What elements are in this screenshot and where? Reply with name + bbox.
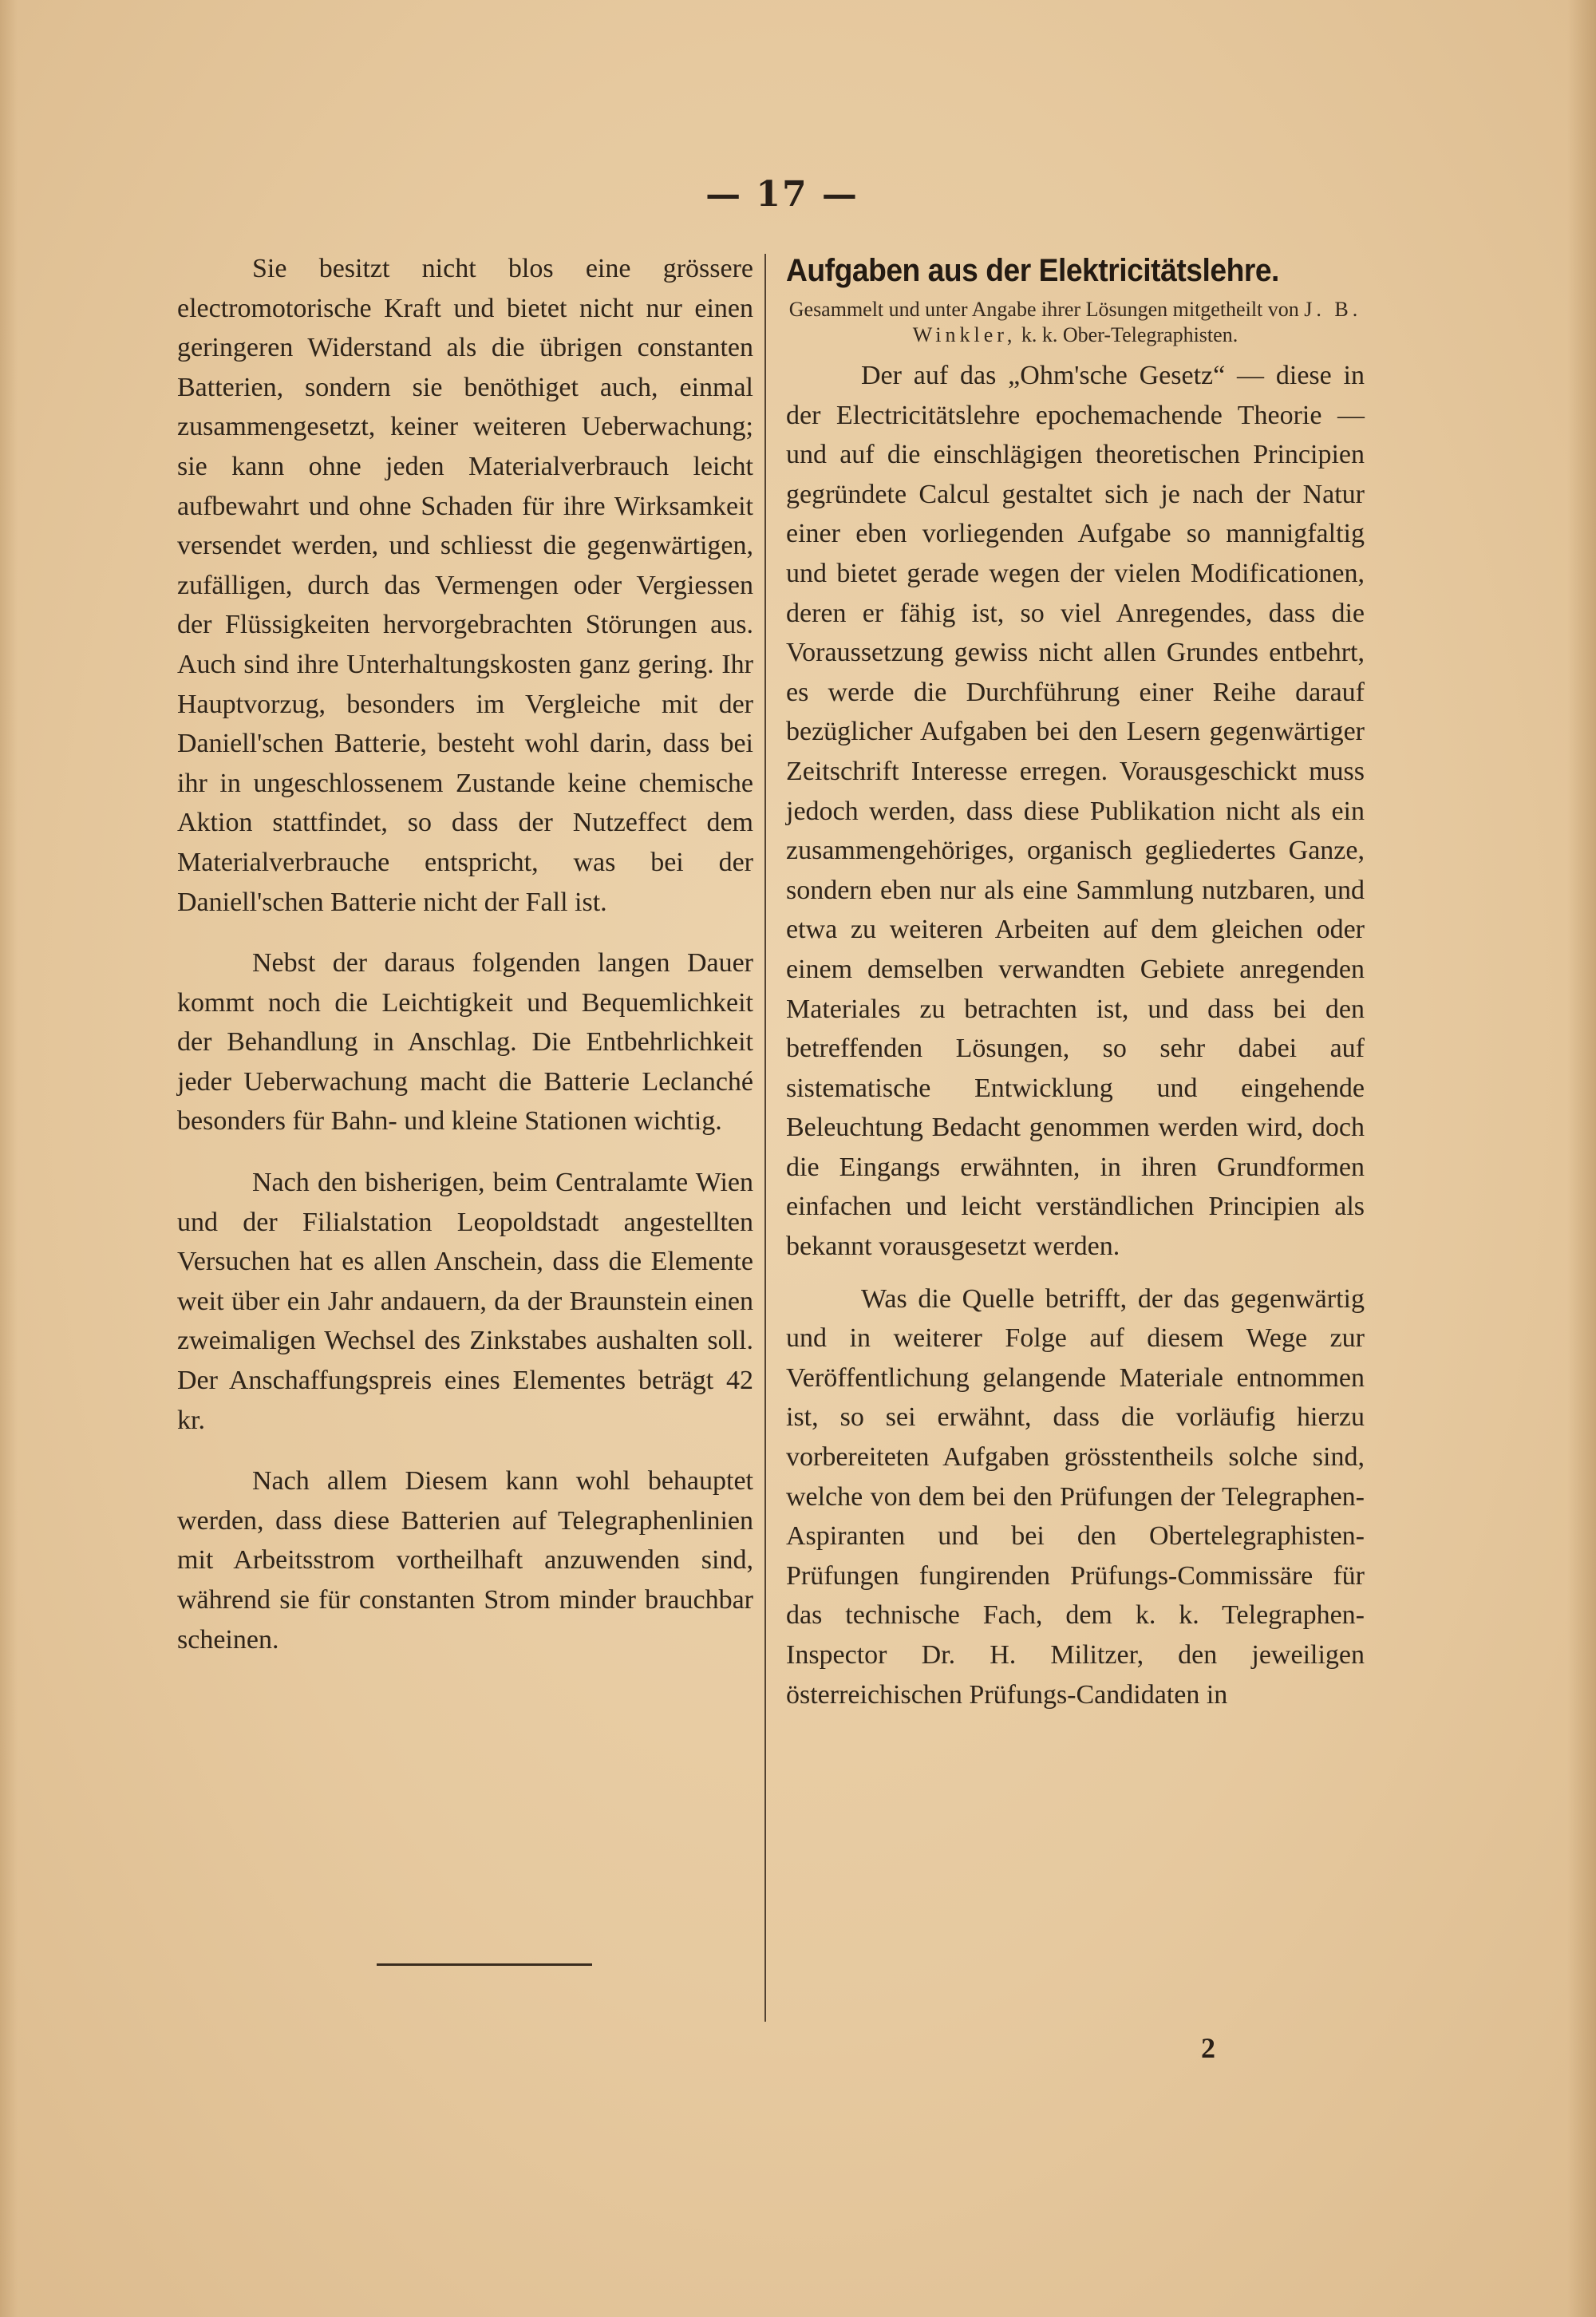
left-paragraph-4: Nach allem Diesem kann wohl behauptet werden, dass diese Batterien auf Telegraphenlinien mit Arbeitsstrom vortheilhaft anzuwenden sind, während sie für constanten Strom minder brauchbar scheinen. <box>177 1466 753 1655</box>
right-paragraph-2: Was die Quelle betrifft, der das gegenwärtig und in weiterer Folge auf diesem Wege zur Veröffentlichung gelangende Materiale entnommen ist, so sei erwähnt, dass die vorläufig hierzu vorbereiteten Aufgaben grösstentheils solche sind, welche von dem bei den Prüfungen der Telegraphen-Aspiranten und bei den Obertelegraphisten-Prüfungen fungirenden Prüfungs-Commissäre für das technische Fach, dem k. k. Telegraphen-Inspector Dr. H. Militzer, den jeweiligen österreichischen Prüfungs-Candidaten in <box>786 1283 1365 1710</box>
byline-author: J. B. Winkler, <box>912 298 1362 346</box>
page-number: — 17 — <box>705 174 859 215</box>
article-byline <box>786 297 1365 348</box>
left-paragraph-1: Sie besitzt nicht blos eine grössere electromotorische Kraft und bietet nicht nur einen geringeren Widerstand als die übrigen constanten Batterien, sondern sie benöthiget auch, einmal zusammengesetzt, keiner weiteren Ueberwachung; sie kann ohne jeden Materialverbrauch leicht aufbewahrt und ohne Schaden für ihre Wirksamkeit versendet werden, und schliesst die gegenwärtigen, zufälligen, durch das Vermengen oder Vergiessen der Flüssigkeiten hervorgebrachten Störungen aus. Auch sind ihre Unterhaltungskosten ganz gering. Ihr Hauptvorzug, besonders im Vergleiche mit der Daniell'schen Batterie, besteht wohl darin, dass bei ihr in ungeschlossenem Zustande keine chemische Aktion stattfindet, so dass der Nutzeffect dem Materialverbrauche entspricht, was bei der Daniell'schen Batterie nicht der Fall ist. <box>177 254 753 917</box>
left-paragraph-2: Nebst der daraus folgenden langen Dauer kommt noch die Leichtigkeit und Bequemlichkeit der Behandlung in Anschlag. Die Entbehrlichkeit jeder Ueberwachung macht die Batterie Leclanché besonders für Bahn- und kleine Stationen wichtig. <box>177 948 753 1137</box>
column-divider <box>764 254 766 2022</box>
right-column <box>786 249 1365 1714</box>
article-heading: Aufgaben aus der Elektricitätslehre. <box>786 253 1279 288</box>
byline-prefix: Gesammelt und unter Angabe ihrer Lösungen mitgetheilt von <box>788 298 1299 321</box>
section-end-rule <box>377 1963 592 1966</box>
right-paragraph-1: Der auf das „Ohm'sche Gesetz“ — diese in der Electricitätslehre epochemachende Theorie — und auf die einschlägigen theoretischen Principien gegründete Calcul gestaltet sich je nach der Natur einer eben vorliegenden Aufgabe so mannigfaltig und bietet gerade wegen der vielen Modificationen, deren er fähig ist, so viel Anregendes, dass die Voraussetzung gewiss nicht allen Grundes entbehrt, es werde die Durchführung einer Reihe darauf bezüglicher Aufgaben bei den Lesern gegenwärtiger Zeitschrift Interesse erregen. Vorausgeschickt muss jedoch werden, dass diese Publikation nicht als ein zusammengehöriges, organisch gegliedertes Ganze, sondern eben nur als eine Sammlung nutzbaren, und etwa zu weiteren Arbeiten auf dem gleichen oder einem demselben verwandten Gebiete anregenden Materiales zu betrachten ist, und dass bei den betreffenden Lösungen, so sehr dabei auf sistematische Entwicklung und eingehende Beleuchtung Bedacht genommen werden wird, doch die Eingangs erwähnten, in ihren Grundformen einfachen und leicht verständlichen Principien als bekannt vorausgesetzt werden. <box>786 361 1365 1262</box>
signature-mark: 2 <box>1201 2032 1215 2064</box>
left-paragraph-3: Nach den bisherigen, beim Centralamte Wien und der Filialstation Leopoldstadt angestellten Versuchen hat es allen Anschein, dass die Elemente weit über ein Jahr andauern, da der Braunstein einen zweimaligen Wechsel des Zinkstabes aushalten soll. Der Anschaffungspreis eines Elementes beträgt 42 kr. <box>177 1168 753 1435</box>
page-edge-shadow-left <box>0 0 18 2317</box>
byline-suffix: k. k. Ober-Telegraphisten. <box>1021 323 1238 346</box>
left-column <box>177 249 753 1659</box>
page-edge-shadow-right <box>1567 0 1596 2317</box>
